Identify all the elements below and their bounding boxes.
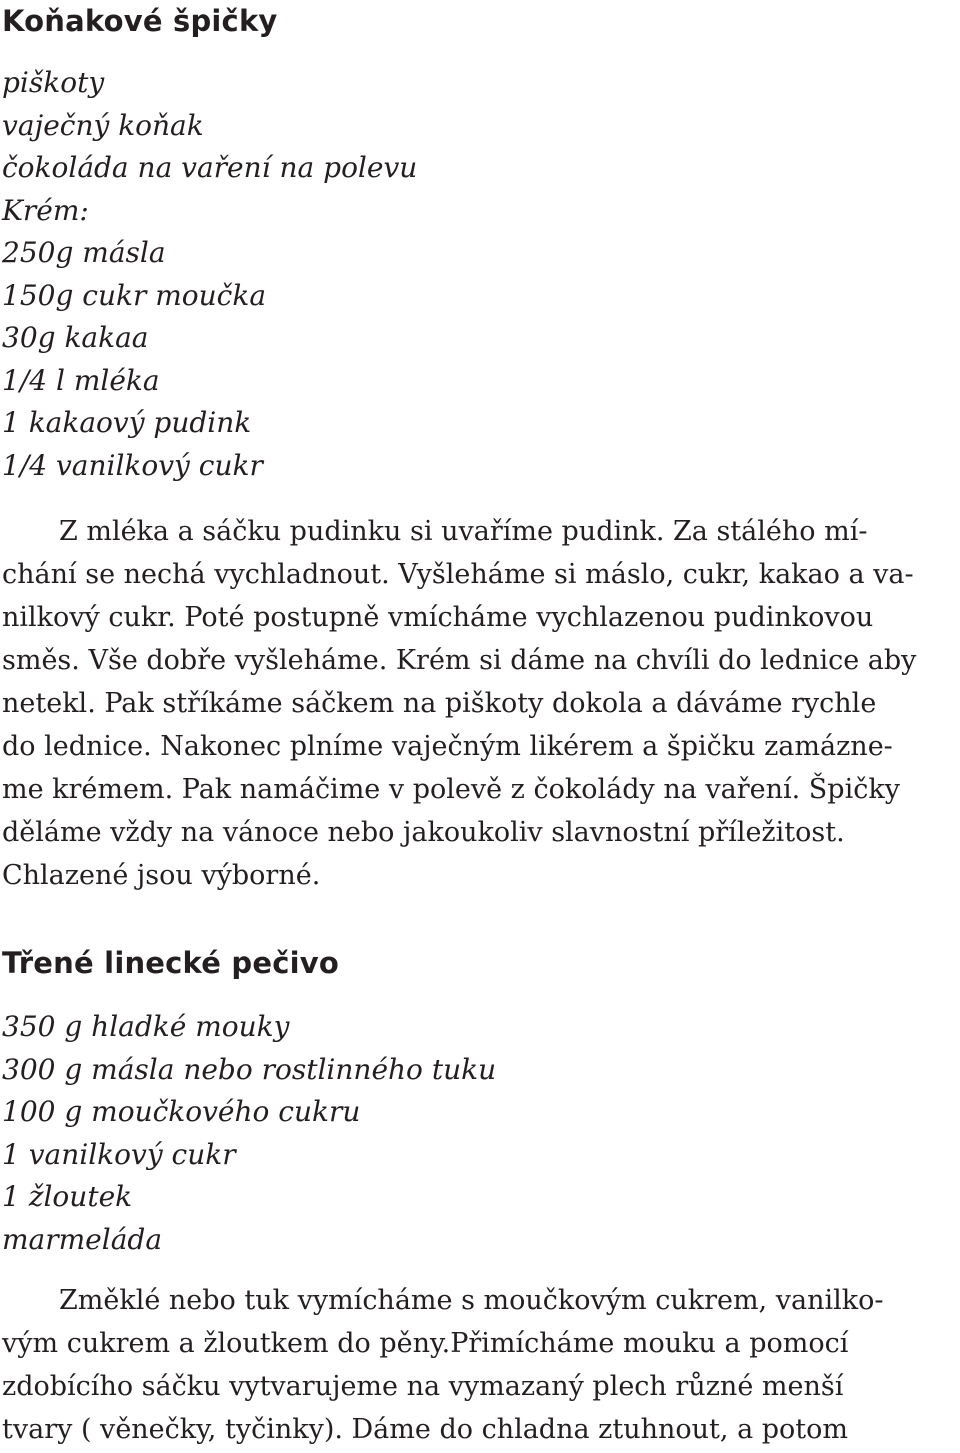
method-line: zdobícího sáčku vytvarujeme na vymazaný plech různé menší: [2, 1371, 844, 1402]
method-line: vým cukrem a žloutkem do pěny.Přimícháme mouku a pomocí: [2, 1328, 849, 1359]
ingredient-item: 1 vanilkový cukr: [2, 1137, 236, 1171]
method-line: Chlazené jsou výborné.: [2, 860, 321, 891]
ingredient-item: 100 g moučkového cukru: [2, 1095, 361, 1128]
ingredient-list: [2, 62, 958, 487]
method-line: chání se nechá vychladnout. Vyšleháme si máslo, cukr, kakao a va-: [2, 559, 914, 590]
recipe-trene-linecke-pecivo: [2, 942, 958, 1451]
method-line: do lednice. Nakonec plníme vaječným likérem a špičku zamázne-: [2, 731, 893, 762]
recipe-title: Koňakové špičky: [2, 4, 278, 38]
ingredient-item: 1/4 vanilkový cukr: [2, 448, 263, 482]
recipe-title: Třené linecké pečivo: [2, 946, 340, 980]
ingredient-item: 250g másla: [2, 236, 166, 269]
method-line: Z mléka a sáčku pudinku si uvaříme pudink. Za stálého mí-: [59, 516, 868, 547]
method-line: nilkový cukr. Poté postupně vmícháme vychlazenou pudinkovou: [2, 602, 874, 633]
ingredient-item: marmeláda: [2, 1222, 163, 1256]
recipe-konakove-spicky: [2, 0, 958, 897]
ingredient-item: 300 g másla nebo rostlinného tuku: [2, 1052, 497, 1086]
method-paragraph: [2, 510, 958, 897]
method-line: me krémem. Pak namáčime v polevě z čokolády na vaření. Špičky: [2, 774, 900, 805]
ingredient-item: 350 g hladké mouky: [2, 1010, 290, 1043]
method-line: netekl. Pak stříkáme sáčkem na piškoty dokola a dáváme rychle: [2, 688, 877, 719]
ingredient-item: 1/4 l mléka: [2, 363, 160, 397]
method-line: Změklé nebo tuk vymícháme s moučkovým cukrem, vanilko-: [59, 1285, 884, 1316]
method-line: děláme vždy na vánoce nebo jakoukoliv slavnostní příležitost.: [2, 817, 845, 848]
ingredient-item: čokoláda na vaření na polevu: [2, 151, 418, 184]
ingredient-subheading: Krém:: [2, 193, 89, 227]
method-line: tvary ( věnečky, tyčinky). Dáme do chladna ztuhnout, a potom: [2, 1414, 848, 1445]
ingredient-list: [2, 1006, 958, 1261]
ingredient-item: 1 kakaový pudink: [2, 406, 252, 439]
method-paragraph: [2, 1279, 958, 1451]
ingredient-item: vaječný koňak: [2, 108, 204, 142]
ingredient-item: 30g kakaa: [2, 321, 149, 354]
ingredient-item: piškoty: [2, 66, 105, 99]
ingredient-item: 1 žloutek: [2, 1180, 133, 1213]
method-line: směs. Vše dobře vyšleháme. Krém si dáme na chvíli do lednice aby: [2, 645, 917, 676]
ingredient-item: 150g cukr moučka: [2, 278, 267, 312]
